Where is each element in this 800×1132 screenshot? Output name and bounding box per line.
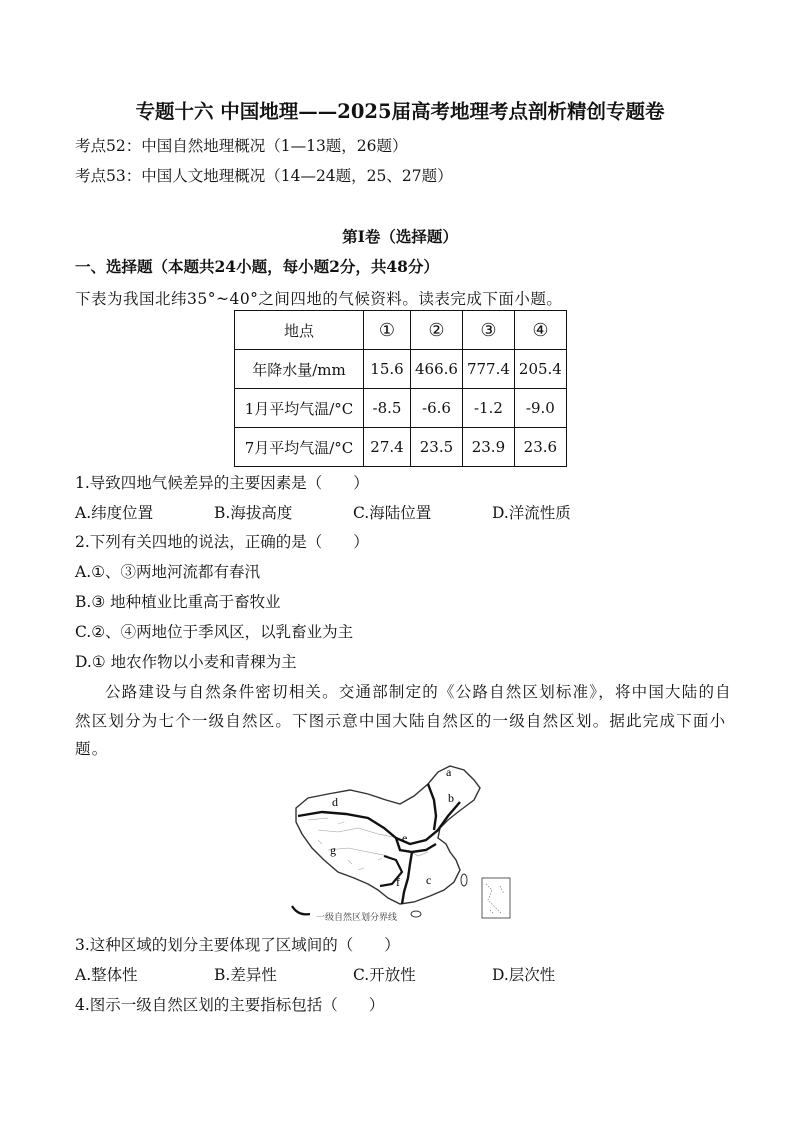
question-3-option-b: B.差异性 (214, 966, 277, 984)
region-label-c: c (426, 873, 432, 887)
passage-line-3: 题。 (75, 740, 109, 758)
region-label-f: f (396, 875, 400, 889)
china-natural-regions-map (288, 760, 518, 930)
region-boundary-northeast (428, 784, 436, 830)
question-4-stem: 4.图示一级自然区划的主要指标包括（ ） (75, 996, 385, 1014)
question-2-option-c: C.②、④两地位于季风区，以乳畜业为主 (75, 623, 354, 641)
china-outline (296, 766, 480, 904)
table-header-row (235, 311, 567, 350)
map-legend-text: 一级自然区划分界线 (316, 913, 398, 923)
table-row (235, 350, 567, 389)
table-cell: 1月平均气温/°C (235, 389, 364, 428)
page-title: 专题十六 中国地理——2025届高考地理考点剖析精创专题卷 (135, 100, 665, 123)
table-header-cell: ① (364, 311, 411, 350)
region-label-b: b (448, 791, 454, 805)
map-drawing (288, 760, 518, 930)
table-header-cell: 地点 (235, 311, 364, 350)
exam-point-53: 考点53：中国人文地理概况（14—24题，25、27题） (75, 167, 453, 185)
table-row (235, 428, 567, 467)
map-texture (308, 818, 428, 856)
table-header-cell: ③ (462, 311, 514, 350)
question-1-stem: 1.导致四地气候差异的主要因素是（ ） (75, 474, 369, 492)
table-header-cell: ② (411, 311, 463, 350)
question-2-option-a: A.①、③两地河流都有春汛 (75, 563, 261, 581)
question-1-option-d: D.洋流性质 (492, 504, 571, 522)
question-3-option-d: D.层次性 (492, 966, 556, 984)
table-cell: 23.5 (411, 428, 463, 467)
table-cell: -8.5 (364, 389, 411, 428)
climate-table (234, 310, 567, 467)
region-boundary-south (402, 852, 412, 904)
region-label-d: d (332, 795, 338, 809)
hainan-island (411, 911, 421, 917)
exam-point-52: 考点52：中国自然地理概况（1—13题，26题） (75, 137, 408, 155)
table-cell: 15.6 (364, 350, 411, 389)
question-2-option-d: D.① 地农作物以小麦和青稞为主 (75, 653, 297, 671)
table-cell: 205.4 (514, 350, 566, 389)
table-cell: -9.0 (514, 389, 566, 428)
question-1-option-b: B.海拔高度 (214, 504, 293, 522)
table-cell: 27.4 (364, 428, 411, 467)
question-1-option-c: C.海陆位置 (353, 504, 432, 522)
passage-line-2: 然区划分为七个一级自然区。下图示意中国大陆自然区的一级自然区划。据此完成下面小 (75, 712, 727, 730)
table-cell: -1.2 (462, 389, 514, 428)
question-3-option-a: A.整体性 (75, 966, 138, 984)
question-2-stem: 2.下列有关四地的说法，正确的是（ ） (75, 533, 369, 551)
question-3-option-c: C.开放性 (353, 966, 416, 984)
region-label-e: e (402, 831, 408, 845)
region-label-a: a (446, 765, 452, 779)
table-intro: 下表为我国北纬35°~40°之间四地的气候资料。读表完成下面小题。 (75, 290, 563, 308)
table-cell: -6.6 (411, 389, 463, 428)
table-row (235, 389, 567, 428)
table-cell: 777.4 (462, 350, 514, 389)
region-label-g: g (330, 843, 336, 857)
table-cell: 23.6 (514, 428, 566, 467)
section-heading: 一、选择题（本题共24小题，每小题2分，共48分） (75, 257, 439, 276)
passage-line-1: 公路建设与自然条件密切相关。交通部制定的《公路自然区划标准》，将中国大陆的自 (105, 683, 732, 701)
table-cell: 23.9 (462, 428, 514, 467)
inset-detail (486, 884, 504, 914)
table-cell: 466.6 (411, 350, 463, 389)
legend-line-symbol (292, 906, 310, 914)
table-header-cell: ④ (514, 311, 566, 350)
question-1-option-a: A.纬度位置 (75, 504, 154, 522)
taiwan-island (461, 874, 467, 886)
volume-title: 第Ⅰ卷（选择题） (342, 227, 458, 246)
question-3-stem: 3.这种区域的划分主要体现了区域间的（ ） (75, 936, 400, 954)
table-cell: 年降水量/mm (235, 350, 364, 389)
table-cell: 7月平均气温/°C (235, 428, 364, 467)
question-2-option-b: B.③ 地种植业比重高于畜牧业 (75, 593, 281, 611)
